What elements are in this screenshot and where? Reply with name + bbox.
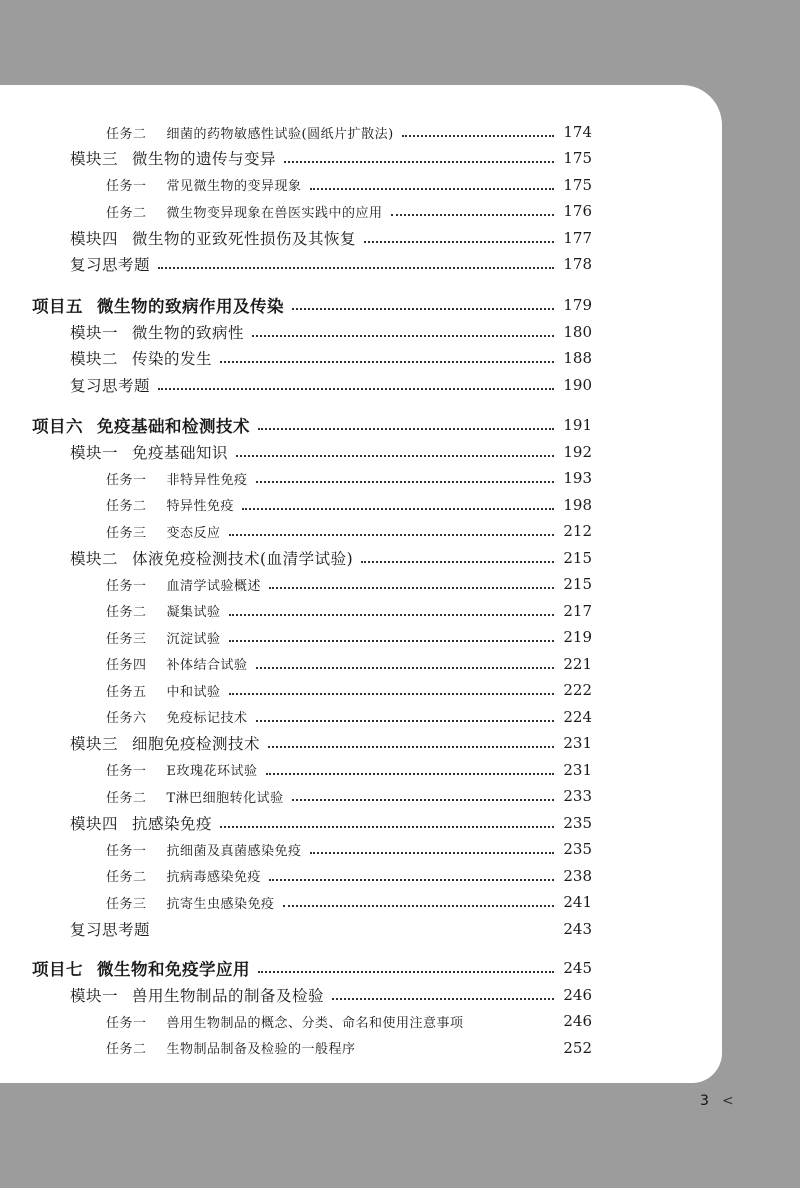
entry-number: 项目六 <box>32 417 83 436</box>
dot-leader <box>256 481 554 483</box>
entry-label <box>106 469 248 488</box>
entry-title: 生物制品制备及检验的一般程序 <box>166 1042 356 1057</box>
dot-leader <box>252 335 554 337</box>
entry-page: 217 <box>563 601 592 620</box>
dot-leader <box>258 428 554 430</box>
toc-entry <box>106 198 592 224</box>
entry-label <box>70 374 150 396</box>
entry-label <box>70 812 212 834</box>
toc-entry <box>70 225 592 251</box>
dot-leader <box>292 308 554 310</box>
toc-entry <box>106 704 592 730</box>
entry-label <box>70 347 212 369</box>
entry-number: 任务一 <box>106 1015 147 1031</box>
entry-title: 抗寄生虫感染免疫 <box>166 896 275 912</box>
toc-entry <box>70 982 592 1008</box>
dot-leader <box>268 746 554 748</box>
entry-label <box>70 732 260 754</box>
entry-label <box>70 147 276 169</box>
entry-page: 193 <box>563 469 592 487</box>
entry-label <box>106 866 261 885</box>
entry-title: 非特异性免疫 <box>166 472 248 488</box>
entry-number: 模块二 <box>70 549 119 568</box>
dot-leader <box>220 361 554 363</box>
dot-leader <box>269 587 554 589</box>
entry-title: 微生物的致病作用及传染 <box>97 297 284 316</box>
entry-title: 微生物变异现象在兽医实践中的应用 <box>166 205 383 221</box>
toc-entry <box>106 651 592 677</box>
entry-label <box>70 918 150 940</box>
entry-label <box>106 840 302 859</box>
dot-leader <box>258 971 554 973</box>
entry-number: 任务二 <box>106 499 147 514</box>
entry-number: 任务一 <box>106 179 147 195</box>
dot-leader <box>310 852 554 854</box>
entry-number: 模块三 <box>70 150 119 169</box>
entry-number: 任务二 <box>106 1042 147 1057</box>
entry-title: 中和试验 <box>166 684 221 700</box>
entry-page: 177 <box>563 228 592 247</box>
entry-title: 细菌的药物敏感性试验(圆纸片扩散法) <box>166 126 394 142</box>
entry-page: 222 <box>563 681 592 699</box>
entry-label <box>106 202 383 221</box>
dot-leader <box>229 614 554 616</box>
entry-label <box>32 956 250 980</box>
entry-title: 免疫基础和检测技术 <box>97 417 250 436</box>
entry-page: 190 <box>563 375 592 394</box>
dot-leader <box>364 241 554 243</box>
entry-number: 模块一 <box>70 323 119 342</box>
entry-label <box>106 760 258 779</box>
entry-page: 231 <box>563 734 592 752</box>
dot-leader <box>310 188 554 190</box>
entry-number: 任务一 <box>106 764 147 779</box>
entry-page: 224 <box>563 707 592 726</box>
entry-page: 231 <box>563 760 592 779</box>
entry-number: 任务二 <box>106 205 147 221</box>
toc-entry <box>106 518 592 544</box>
entry-number: 任务二 <box>106 605 147 620</box>
entry-number: 任务四 <box>106 658 147 673</box>
dot-leader <box>236 455 554 457</box>
entry-title: 微生物和免疫学应用 <box>97 960 250 979</box>
entry-title: 凝集试验 <box>166 605 221 620</box>
page-arrow-icon: < <box>722 1093 734 1109</box>
entry-label <box>106 654 248 673</box>
page-number: 3 <box>700 1093 709 1109</box>
entry-label <box>106 628 221 647</box>
dot-leader <box>391 214 554 216</box>
entry-number: 任务一 <box>106 843 147 859</box>
toc-entry <box>70 810 592 836</box>
entry-title: 微生物的亚致死性损伤及其恢复 <box>132 229 357 248</box>
entry-label <box>106 601 221 620</box>
toc-entry <box>106 119 592 145</box>
entry-number: 任务二 <box>106 870 147 885</box>
entry-label <box>70 441 228 463</box>
toc-entry <box>106 172 592 198</box>
entry-number: 任务二 <box>106 126 147 142</box>
toc-entry <box>32 292 592 318</box>
entry-page: 180 <box>563 322 592 341</box>
entry-label <box>70 227 356 249</box>
entry-label <box>106 123 394 142</box>
entry-label <box>106 1038 356 1057</box>
entry-page: 179 <box>563 296 592 314</box>
dot-leader <box>242 508 554 510</box>
dot-leader <box>292 799 554 801</box>
entry-page: 174 <box>563 123 592 141</box>
entry-number: 任务五 <box>106 684 147 700</box>
dot-leader <box>266 773 554 775</box>
entry-title: 免疫基础知识 <box>132 443 229 462</box>
dot-leader <box>256 720 554 722</box>
entry-number: 任务一 <box>106 578 147 594</box>
entry-number: 模块四 <box>70 229 119 248</box>
entry-title: 复习思考题 <box>70 256 151 274</box>
entry-title: 兽用生物制品的制备及检验 <box>132 986 325 1005</box>
entry-page: 235 <box>563 840 592 858</box>
entry-page: 246 <box>563 985 592 1004</box>
toc-entry <box>106 889 592 915</box>
entry-title: 抗病毒感染免疫 <box>166 870 262 885</box>
entry-page: 246 <box>563 1012 592 1030</box>
entry-title: 细胞免疫检测技术 <box>132 735 261 753</box>
book-page <box>0 85 722 1083</box>
entry-title: 抗感染免疫 <box>132 814 213 833</box>
dot-leader <box>283 905 554 907</box>
entry-number: 模块一 <box>70 986 119 1005</box>
toc-entry <box>70 916 592 942</box>
entry-number: 模块一 <box>70 443 119 462</box>
entry-label <box>106 175 302 194</box>
entry-page: 215 <box>563 548 592 567</box>
entry-page: 175 <box>563 149 592 168</box>
entry-number: 模块二 <box>70 350 119 368</box>
toc-entry <box>106 783 592 809</box>
dot-leader <box>229 534 554 536</box>
entry-title: 兽用生物制品的概念、分类、命名和使用注意事项 <box>166 1015 464 1031</box>
entry-page: 188 <box>563 349 592 367</box>
entry-title: 补体结合试验 <box>166 658 248 673</box>
entry-label <box>106 575 261 594</box>
entry-label <box>70 547 353 569</box>
entry-page: 178 <box>563 255 592 273</box>
dot-leader <box>256 667 554 669</box>
entry-title: 体液免疫检测技术(血清学试验) <box>132 549 354 568</box>
entry-number: 任务六 <box>106 711 147 726</box>
entry-title: 沉淀试验 <box>166 631 221 647</box>
toc-entry <box>70 251 592 277</box>
entry-title: 常见微生物的变异现象 <box>166 179 302 195</box>
entry-label <box>32 413 250 437</box>
toc-entry <box>106 571 592 597</box>
entry-label <box>106 707 248 726</box>
dot-leader <box>269 879 554 881</box>
toc-entry <box>70 372 592 398</box>
entry-number: 任务三 <box>106 525 147 541</box>
toc-entry <box>70 319 592 345</box>
entry-page: 198 <box>563 495 592 514</box>
entry-title: 抗细菌及真菌感染免疫 <box>166 843 302 859</box>
entry-page: 192 <box>563 442 592 461</box>
entry-number: 项目七 <box>32 960 83 979</box>
toc-entry <box>70 545 592 571</box>
dot-leader <box>229 693 554 695</box>
dot-leader <box>229 640 554 642</box>
entry-number: 任务三 <box>106 631 147 647</box>
toc-entry <box>106 1035 592 1061</box>
entry-page: 175 <box>563 175 592 194</box>
entry-title: T淋巴细胞转化试验 <box>166 790 284 806</box>
entry-title: 复习思考题 <box>70 376 151 395</box>
entry-number: 模块三 <box>70 735 119 753</box>
entry-number: 模块四 <box>70 814 119 833</box>
entry-label <box>70 321 244 343</box>
dot-leader <box>158 267 554 269</box>
entry-page: 243 <box>563 919 592 938</box>
entry-title: E玫瑰花环试验 <box>166 764 258 779</box>
entry-label <box>106 1012 464 1031</box>
toc-entry <box>106 465 592 491</box>
dot-leader <box>220 826 554 828</box>
toc-entry <box>70 730 592 756</box>
entry-page: 215 <box>563 575 592 593</box>
entry-title: 变态反应 <box>166 525 221 541</box>
entry-page: 191 <box>563 416 592 434</box>
entry-label <box>106 787 284 806</box>
entry-page: 219 <box>563 628 592 646</box>
toc-entry <box>106 836 592 862</box>
entry-label <box>106 495 234 514</box>
entry-number: 任务三 <box>106 896 147 912</box>
entry-label <box>70 984 324 1006</box>
dot-leader <box>402 135 554 137</box>
entry-number: 任务二 <box>106 790 147 806</box>
toc-entry <box>32 955 592 981</box>
entry-title: 传染的发生 <box>132 350 213 368</box>
entry-page: 212 <box>563 522 592 540</box>
entry-page: 233 <box>563 787 592 805</box>
entry-page: 176 <box>563 202 592 221</box>
entry-page: 245 <box>563 959 592 977</box>
toc-entry <box>70 145 592 171</box>
toc-entry <box>106 598 592 624</box>
entry-label <box>32 293 284 317</box>
entry-title: 微生物的致病性 <box>132 323 245 342</box>
entry-label <box>106 893 275 912</box>
entry-page: 235 <box>563 813 592 832</box>
toc-entry <box>70 345 592 371</box>
entry-title: 特异性免疫 <box>166 499 235 514</box>
toc-entry <box>70 439 592 465</box>
dot-leader <box>332 998 554 1000</box>
toc-entry <box>106 677 592 703</box>
entry-page: 238 <box>563 866 592 885</box>
entry-label <box>106 522 221 541</box>
toc-entry <box>32 412 592 438</box>
entry-label <box>106 681 221 700</box>
toc-entry <box>106 624 592 650</box>
toc-entry <box>106 757 592 783</box>
entry-title: 微生物的遗传与变异 <box>132 150 277 169</box>
entry-page: 221 <box>563 654 592 673</box>
dot-leader <box>158 388 554 390</box>
entry-page: 252 <box>563 1038 592 1057</box>
dot-leader <box>361 561 554 563</box>
entry-label <box>70 253 150 275</box>
entry-number: 项目五 <box>32 297 83 316</box>
entry-title: 免疫标记技术 <box>166 711 248 726</box>
toc-entry <box>106 863 592 889</box>
toc-entry <box>106 492 592 518</box>
entry-number: 任务一 <box>106 472 147 488</box>
dot-leader <box>284 161 554 163</box>
entry-title: 血清学试验概述 <box>166 578 262 594</box>
entry-title: 复习思考题 <box>70 920 151 939</box>
entry-page: 241 <box>563 893 592 911</box>
toc-entry <box>106 1008 592 1034</box>
